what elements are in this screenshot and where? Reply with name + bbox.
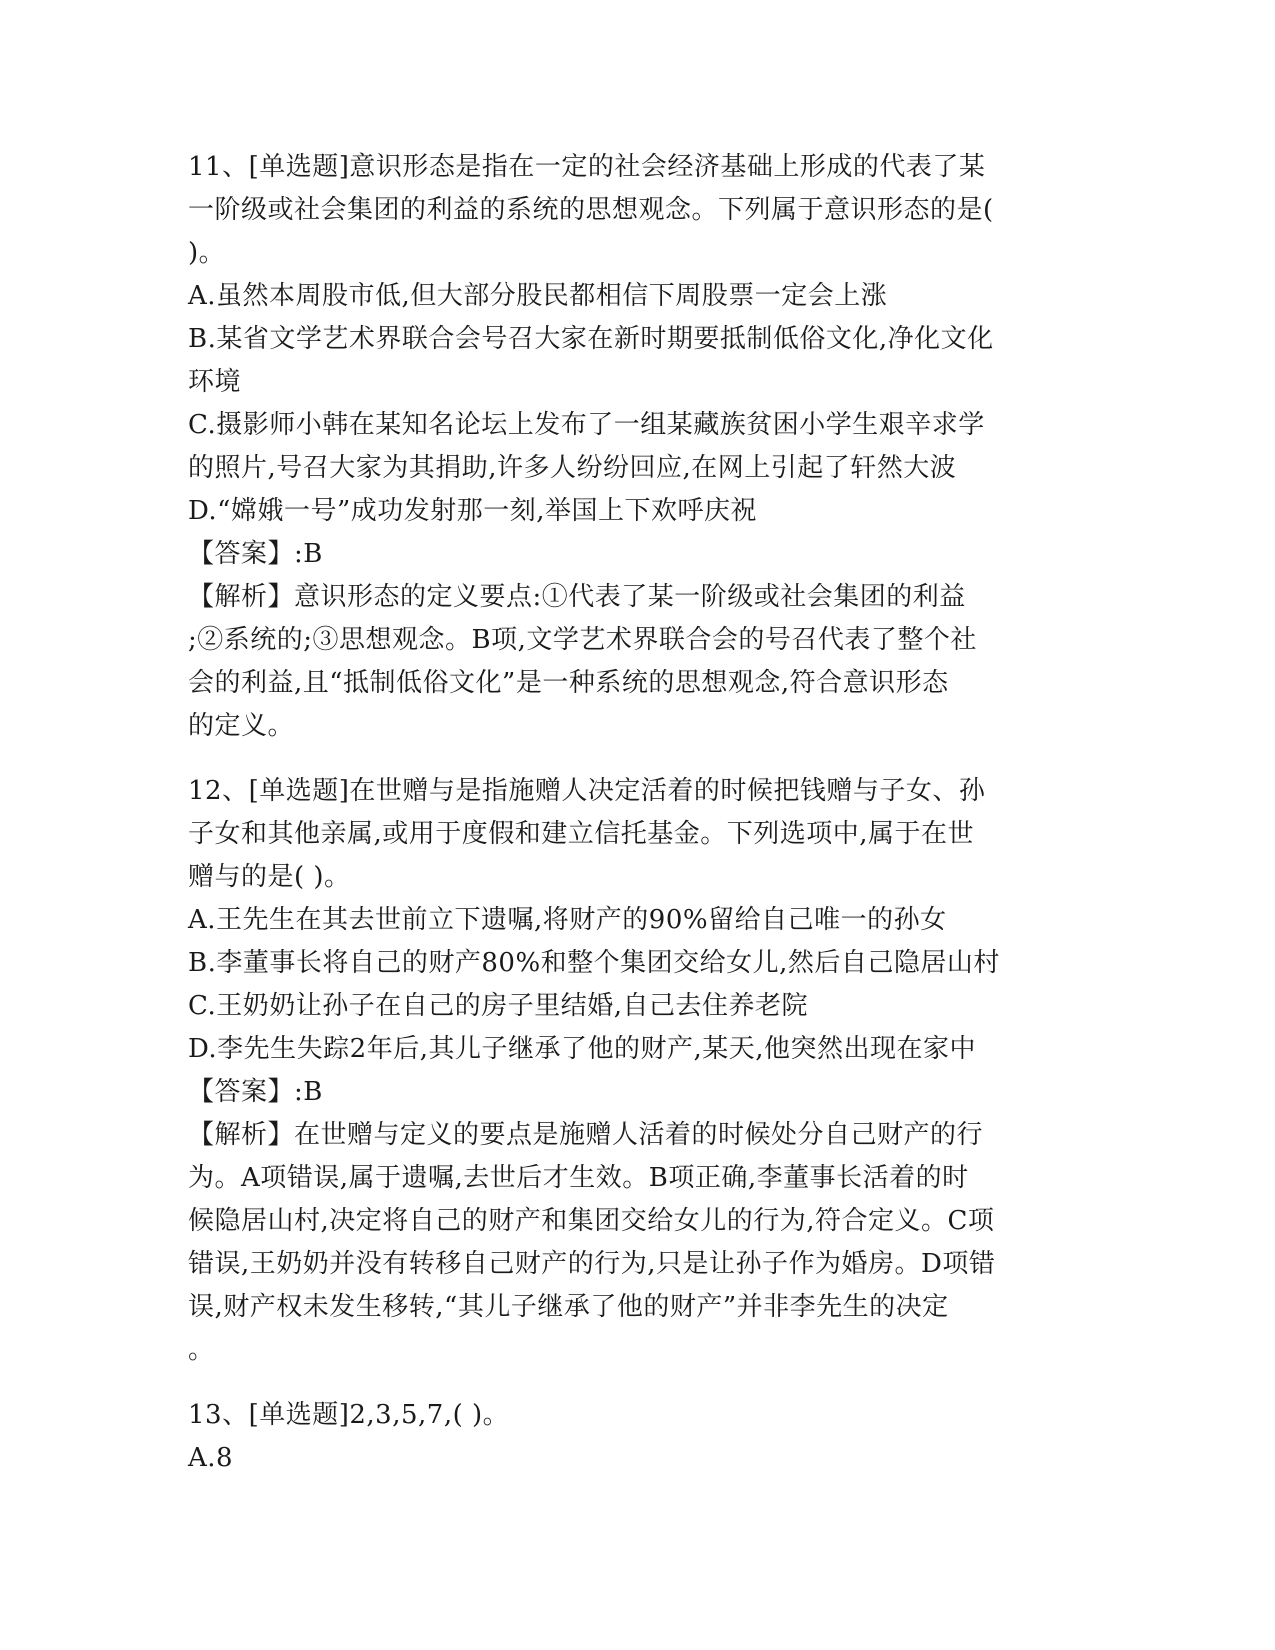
option-b: B.李董事长将自己的财产80%和整个集团交给女儿,然后自己隐居山村 <box>188 948 1000 978</box>
answer: 【答案】:B <box>188 1077 323 1107</box>
analysis-line: 为。A项错误,属于遗嘱,去世后才生效。B项正确,李董事长活着的时 <box>188 1163 969 1193</box>
question-12 <box>188 770 1068 1372</box>
analysis-line: 。 <box>188 1335 215 1365</box>
question-text-line: 13、[单选题]2,3,5,7,( )。 <box>188 1400 510 1430</box>
option-a: A.8 <box>188 1443 234 1473</box>
option-d: D.“嫦娥一号”成功发射那一刻,举国上下欢呼庆祝 <box>188 496 758 526</box>
analysis-line: 【解析】意识形态的定义要点:①代表了某一阶级或社会集团的利益 <box>188 582 966 612</box>
option-c: C.摄影师小韩在某知名论坛上发布了一组某藏族贫困小学生艰辛求学 <box>188 410 985 440</box>
document-page <box>188 146 1068 1480</box>
analysis-line: 的定义。 <box>188 711 295 741</box>
question-text-line: 12、[单选题]在世赠与是指施赠人决定活着的时候把钱赠与子女、孙 <box>188 776 986 806</box>
analysis-line: 【解析】在世赠与定义的要点是施赠人活着的时候处分自己财产的行 <box>188 1120 984 1150</box>
option-c-continued: 的照片,号召大家为其捐助,许多人纷纷回应,在网上引起了轩然大波 <box>188 453 957 483</box>
option-a: A.王先生在其去世前立下遗嘱,将财产的90%留给自己唯一的孙女 <box>188 905 947 935</box>
analysis-line: 候隐居山村,决定将自己的财产和集团交给女儿的行为,符合定义。C项 <box>188 1206 995 1236</box>
analysis-line: 会的利益,且“抵制低俗文化”是一种系统的思想观念,符合意识形态 <box>188 668 949 698</box>
option-d: D.李先生失踪2年后,其儿子继承了他的财产,某天,他突然出现在家中 <box>188 1034 977 1064</box>
option-b-continued: 环境 <box>188 367 242 397</box>
question-text-line: 子女和其他亲属,或用于度假和建立信托基金。下列选项中,属于在世 <box>188 819 975 849</box>
analysis-line: 错误,王奶奶并没有转移自己财产的行为,只是让孙子作为婚房。D项错 <box>188 1249 996 1279</box>
question-13 <box>188 1394 1068 1480</box>
question-text-line: 一阶级或社会集团的利益的系统的思想观念。下列属于意识形态的是( <box>188 195 994 225</box>
answer: 【答案】:B <box>188 539 323 569</box>
question-11 <box>188 146 1068 748</box>
option-a: A.虽然本周股市低,但大部分股民都相信下周股票一定会上涨 <box>188 281 888 311</box>
analysis-line: 误,财产权未发生移转,“其儿子继承了他的财产”并非李先生的决定 <box>188 1292 949 1322</box>
analysis-line: ;②系统的;③思想观念。B项,文学艺术界联合会的号召代表了整个社 <box>188 625 977 655</box>
option-b: B.某省文学艺术界联合会号召大家在新时期要抵制低俗文化,净化文化 <box>188 324 994 354</box>
question-text-line: )。 <box>188 238 226 268</box>
question-text-line: 11、[单选题]意识形态是指在一定的社会经济基础上形成的代表了某 <box>188 152 986 182</box>
option-c: C.王奶奶让孙子在自己的房子里结婚,自己去住养老院 <box>188 991 808 1021</box>
question-text-line: 赠与的是( )。 <box>188 862 351 892</box>
